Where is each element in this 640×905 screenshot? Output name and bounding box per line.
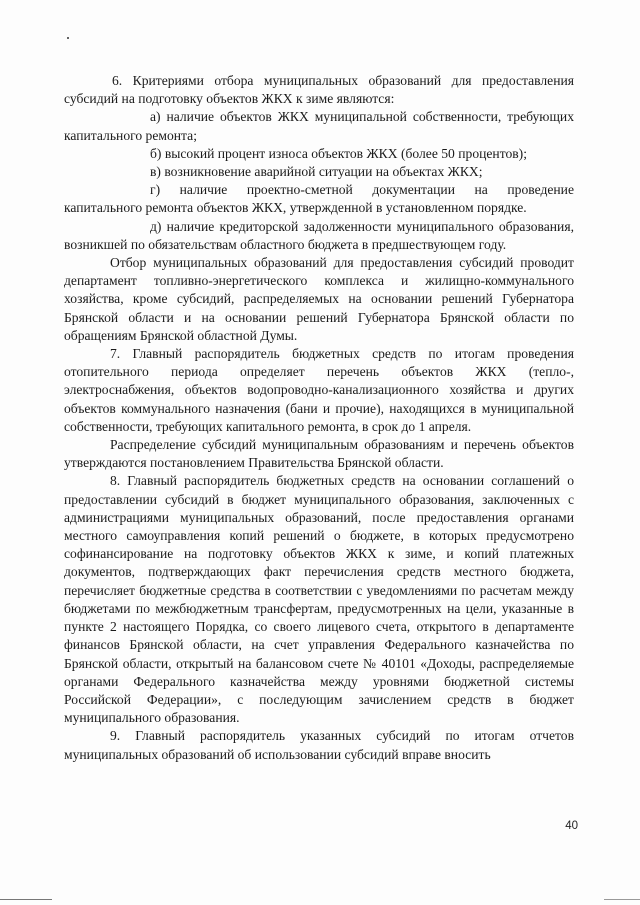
criterion-b: б) высокий процент износа объектов ЖКХ (более 50 процентов); xyxy=(150,145,527,161)
scan-speck xyxy=(67,37,69,39)
scan-edge-line-right xyxy=(604,899,640,900)
paragraph-9: 9. Главный распорядитель указанных субсидий по итогам отчетов муниципальных образований об использовании субсидий вправе вносить xyxy=(64,728,574,762)
paragraph-selection: Отбор муниципальных образований для предоставления субсидий проводит департамент топливно-энергетического комплекса и жилищно-коммунального хозяйства, кроме субсидий, распределяемых на основании решений Губернатора Брянской области и на основании решений Губернатора Брянской области по обращениям Брянской областной Думы. xyxy=(64,255,574,343)
document-body xyxy=(64,72,574,764)
scan-edge-line-left xyxy=(0,899,52,900)
criterion-e: д) наличие кредиторской задолженности муниципального образования, возникшей по обязательствам областного бюджета в предшествующем году. xyxy=(64,218,574,252)
paragraph-7: 7. Главный распорядитель бюджетных средств по итогам проведения отопительного периода определяет перечень объектов ЖКХ (тепло-, электроснабжения, объектов водопроводно-канализационного хозяйства и других объектов коммунального назначения (бани и прочие), находящихся в муниципальной собственности, требующих капитального ремонта, в срок до 1 апреля. xyxy=(64,346,574,434)
criterion-c: в) возникновение аварийной ситуации на объектах ЖКХ; xyxy=(150,164,483,180)
paragraph-distribution: Распределение субсидий муниципальным образованиям и перечень объектов утверждаются постановлением Правительства Брянской области. xyxy=(64,437,574,471)
paragraph-8: 8. Главный распорядитель бюджетных средств на основании соглашений о предоставлении субсидий в бюджет муниципального образования, заключенных с администрациями муниципальных образований, после предоставления органами местного самоуправления копий решений о бюджете, в которых предусмотрено софинансирование на подготовку объектов ЖКХ к зиме, и копий платежных документов, подтверждающих факт перечисления средств местного бюджета, перечисляет бюджетные средства в соответствии с уведомлениями по расчетам между бюджетами по межбюджетным трансфертам, предусмотренных на цели, указанные в пункте 2 настоящего Порядка, со своего лицевого счета, открытого в департаменте финансов Брянской области, на счет управления Федерального казначейства по Брянской области, открытый на балансовом счете № 40101 «Доходы, распределяемые органами Федерального казначейства между уровнями бюджетной системы Российской Федерации», с последующим зачислением средств в бюджет муниципального образования. xyxy=(64,473,574,726)
criterion-a: а) наличие объектов ЖКХ муниципальной собственности, требующих капитального ремонта; xyxy=(64,109,574,143)
page-number: 40 xyxy=(565,820,578,832)
criterion-d: г) наличие проектно-сметной документации на проведение капитального ремонта объектов ЖКХ, утвержденной в установленном порядке. xyxy=(64,182,574,216)
paragraph-6-criteria: 6. Критериями отбора муниципальных образований для предоставления субсидий на подготовку объектов ЖКХ к зиме являются: xyxy=(64,73,574,107)
